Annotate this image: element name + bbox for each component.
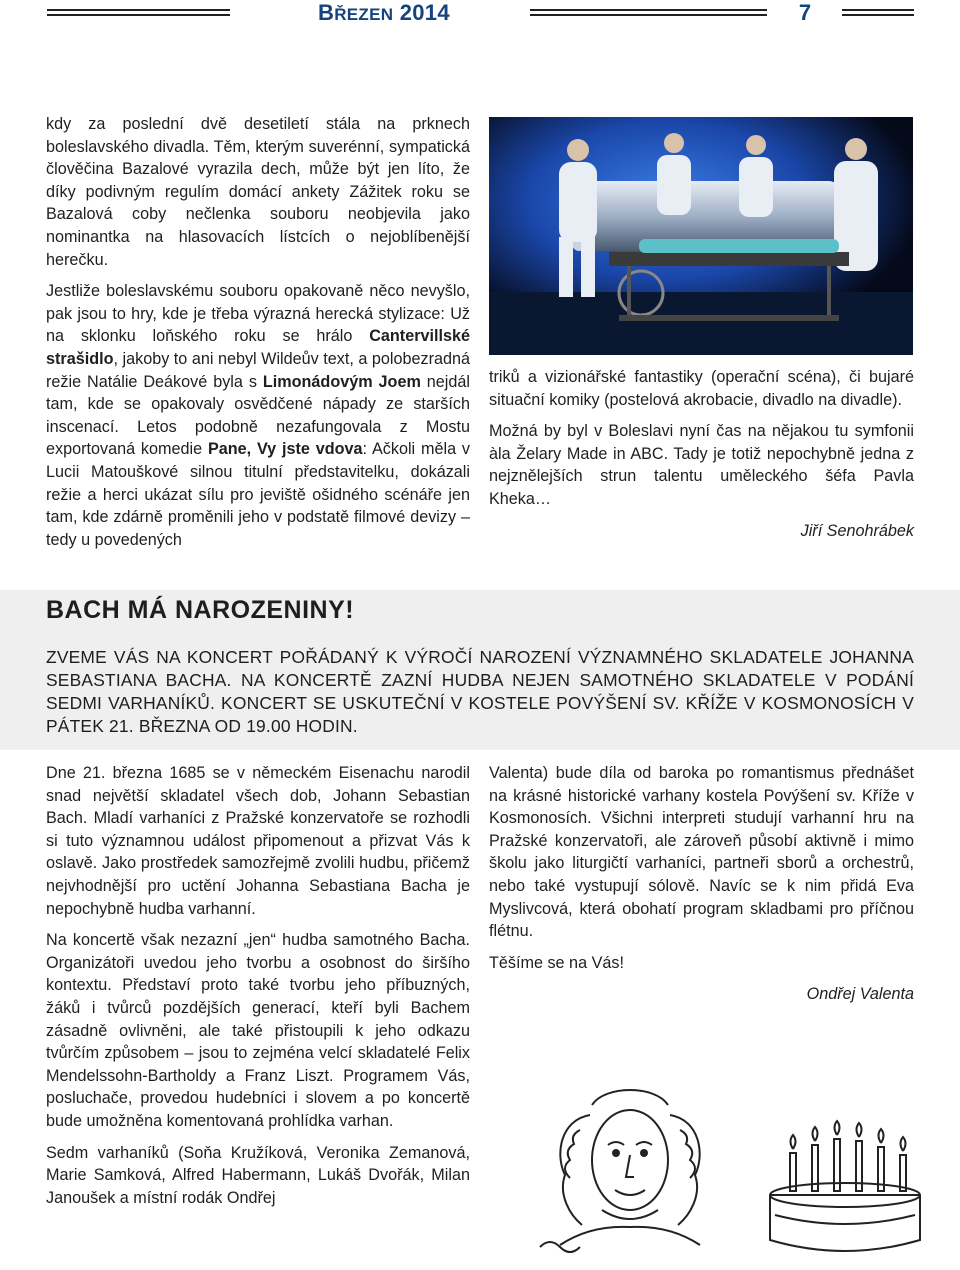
- bach-and-cake-sketch-icon: [520, 1075, 940, 1265]
- author-signature: Jiří Senohrábek: [800, 521, 914, 540]
- paragraph: Valenta) bude díla od baroka po romantismus přednášet na krásné historické varhany kostela Povýšení sv. Kříže v Kosmonosích. Všichni interpreti studují varhanní hru na Pražské konzervatoři, ale zároveň působí aktivně i mimo školu jako liturgičtí varhaníci, partneři sborů a orchestrů, nebo také vystupují sólově. Navíc se k nim přidá Eva Myslivcová, která obohatí program skladbami pro příčnou flétnu.: [489, 764, 914, 941]
- bach-birthday-drawing: [520, 1075, 940, 1265]
- paragraph: Dne 21. března 1685 se v německém Eisenachu narodil snad největší skladatel všech dob, Johann Sebastian Bach. Mladí varhaníci z Pražské konzervatoře se rozhodli si tuto významnou událost připomenout a přizvat Vás k oslavě. Jako prostředek samozřejmě zvolili hudbu, přičemž nejvhodnější pro uctění Johanna Sebastiana Bacha je nepochybně hudba varhanní.: [46, 764, 470, 918]
- article-lead: ZVEME VÁS NA KONCERT POŘÁDANÝ K VÝROČÍ NAROZENÍ VÝZNAMNÉHO SKLADATELE JOHANNA SEBASTIANA BACHA. NA KONCERTĚ ZAZNÍ HUDBA NEJEN SAMOTNÉHO SKLADATELE V PODÁNÍ SEDMI VARHANÍKŮ. KONCERT SE USKUTEČNÍ V KOSTELE POVÝŠENÍ SV. KŘÍŽE V KOSMONOSÍCH V PÁTEK 21. BŘEZNA OD 19.00 HODIN.: [46, 647, 914, 736]
- header-rule-middle: [530, 9, 767, 11]
- theatre-review-column-right: [489, 366, 914, 551]
- header-rule-left: [47, 9, 230, 11]
- paragraph: Sedm varhaníků (Soňa Kružíková, Veronika Zemanová, Marie Samková, Alfred Habermann, Lukáš Dvořák, Milan Janoušek a místní rodák Ondřej: [46, 1143, 470, 1207]
- theatre-stage-photo: [489, 117, 913, 355]
- play-title: Cantervillské strašidlo: [46, 327, 470, 368]
- paragraph: Na koncertě však nezazní „jen“ hudba samotného Bacha. Organizátoři uvedou jeho tvorbu a osobnost do širšího kontextu. Představí proto také tvorbu jeho příbuzných, žáků i tvůrců pozdějších generací, kteří byli Bachem zásadně ovlivněni, ale také přistoupili k jeho odkazu tvůrčím způsobem – jsou to zejména velcí skladatelé Felix Mendelssohn-Bartholdy a Franz Liszt. Programem Vás, posluchače, provedou hudebníci i slovem a po koncertě bude umožněna komentovaná prohlídka varhan.: [46, 931, 470, 1130]
- article-title: BACH MÁ NAROZENINY!: [46, 596, 355, 624]
- concert-article-column-right: [489, 762, 914, 1015]
- author-signature: Ondřej Valenta: [806, 985, 914, 1004]
- header-rule-right: [842, 9, 914, 11]
- issue-title: BŘEZEN 2014: [318, 0, 450, 25]
- paragraph: Možná by byl v Boleslavi nyní čas na nějakou tu symfonii àla Želary Made in ABC. Tady je totiž nepochybně jedna z nejznělejších strun talentu uměleckého šéfa Pavla Kheka…: [489, 422, 914, 508]
- page-header: [0, 0, 960, 30]
- paragraph: Těšíme se na Vás!: [489, 953, 624, 972]
- theatre-review-column-left: [46, 113, 470, 560]
- play-title: Pane, Vy jste vdova: [207, 440, 363, 459]
- stage-scene-illustration: [489, 117, 913, 355]
- paragraph: Jestliže boleslavskému souboru opakovaně něco nevyšlo, pak jsou to hry, kde je třeba výrazná herecká stylizace: Už na sklonku loňského roku se hrálo Cantervillské strašidlo, jakoby to ani nebyl Wildeův text, a polobezradná režie Natálie Deákové byla s Limonádovým Joem nejdál tam, kde se opakovaly osvědčené nápady ze starších inscenací. Letos podobně nezafungovala z Mostu exportovaná komedie Pane, Vy jste vdova: Ačkoli měla v Lucii Matouškové silnou titulní představitelku, dokázali režie a herci ukázat sílu pro jeviště ošidného scénáře jen tam, kde zdárně proměnili jeho v podstatě filmové devizy – tedy u povedených: [46, 282, 470, 549]
- play-title: Limonádovým Joem: [262, 372, 421, 391]
- concert-article-column-left: [46, 762, 470, 1218]
- paragraph: kdy za poslední dvě desetiletí stála na prknech boleslavského divadla. Těm, kterým suverénní, sympatická člověčina Bazalové vyrazila dech, může být jen líto, že díky podivným regulím domácí ankety Zážitek roku se Bazalová coby nečlenka souboru neobjevila jako nominantka na hlasovacích lístcích o nejoblíbenější herečku.: [46, 115, 470, 269]
- paragraph: triků a vizionářské fantastiky (operační scéna), či bujaré situační komiky (postelová akrobacie, divadlo na divadle).: [489, 368, 914, 409]
- page-number: 7: [798, 0, 812, 25]
